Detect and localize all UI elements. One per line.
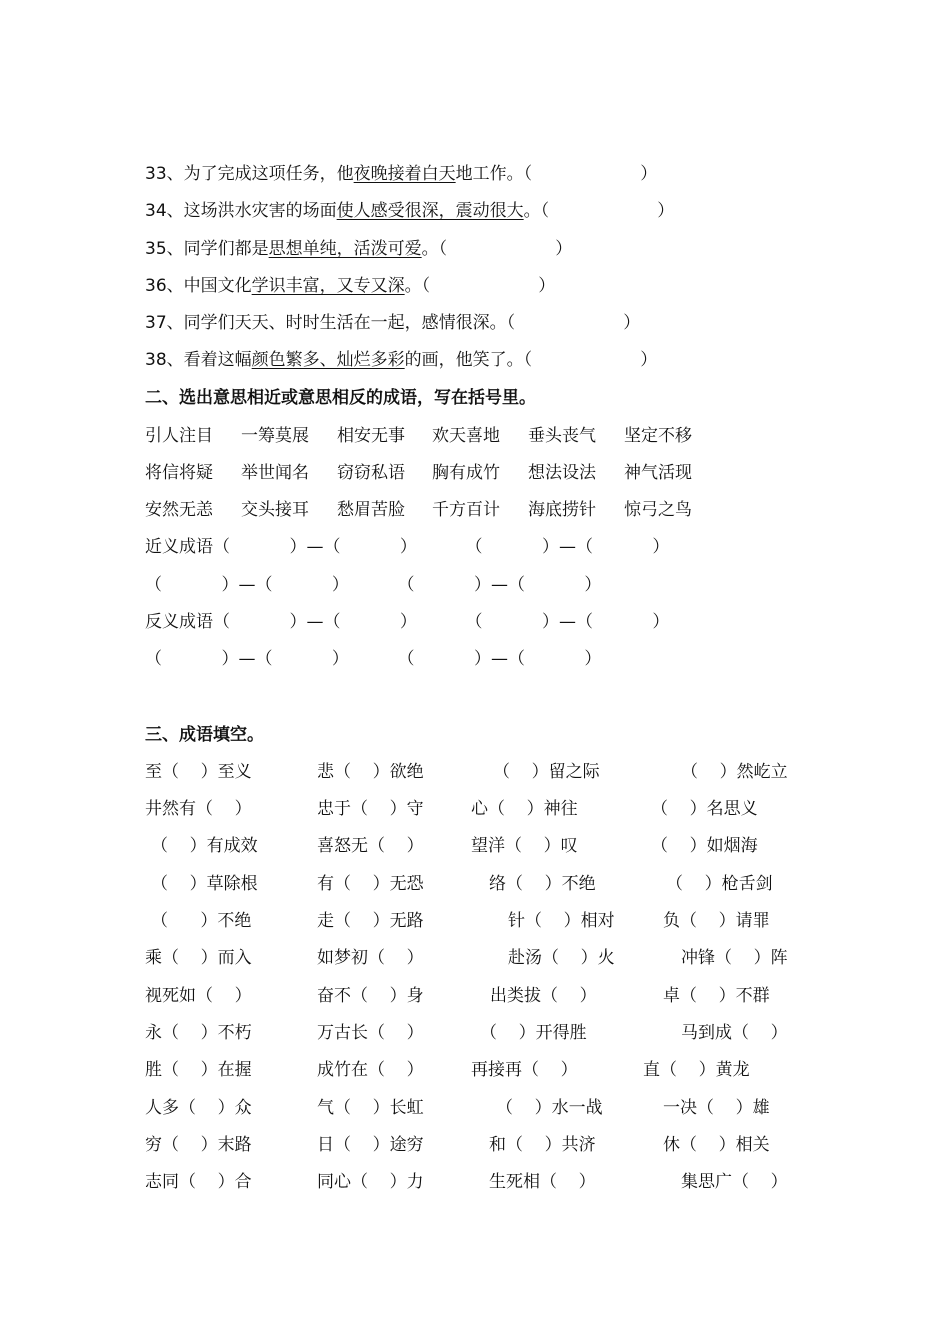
sentence-text: 35、同学们都是 bbox=[145, 239, 269, 259]
idiom-option: 愁眉苦脸 bbox=[337, 500, 405, 520]
idiom-fill-blank[interactable]: 忠于（ ）守 bbox=[317, 799, 424, 819]
idiom-fill-blank[interactable]: 喜怒无（ ） bbox=[317, 836, 424, 856]
idiom-option: 安然无恙 bbox=[145, 500, 213, 520]
idiom-fill-blank[interactable]: 有（ ）无恐 bbox=[317, 874, 424, 894]
idiom-fill-blank[interactable]: 志同（ ）合 bbox=[145, 1172, 252, 1192]
idiom-option: 将信将疑 bbox=[145, 463, 213, 483]
idiom-option: 海底捞针 bbox=[528, 500, 596, 520]
idiom-fill-blank[interactable]: 再接再（ ） bbox=[471, 1060, 578, 1080]
idiom-fill-blank[interactable]: 气（ ）长虹 bbox=[317, 1098, 424, 1118]
idiom-option: 神气活现 bbox=[624, 463, 692, 483]
sentence-text: 38、看着这幅 bbox=[145, 350, 252, 370]
idiom-option: 窃窃私语 bbox=[337, 463, 405, 483]
idiom-fill-blank[interactable]: 万古长（ ） bbox=[317, 1023, 424, 1043]
idiom-fill-blank[interactable]: 休（ ）相关 bbox=[663, 1135, 770, 1155]
idiom-fill-blank[interactable]: （ ）然屹立 bbox=[681, 762, 788, 782]
antonym-label: 反义成语 bbox=[145, 612, 213, 632]
sentence-text: 36、中国文化 bbox=[145, 276, 252, 296]
underlined-phrase: 思想单纯，活泼可爱 bbox=[268, 239, 422, 259]
idiom-fill-blank[interactable]: （ ）如烟海 bbox=[651, 836, 758, 856]
idiom-fill-blank[interactable]: 悲（ ）欲绝 bbox=[317, 762, 424, 782]
idiom-fill-blank[interactable]: 直（ ）黄龙 bbox=[643, 1060, 750, 1080]
sentence-text: 34、这场洪水灾害的场面 bbox=[145, 201, 337, 221]
idiom-fill-blank[interactable]: 走（ ）无路 bbox=[317, 911, 424, 931]
idiom-fill-blank[interactable]: 成竹在（ ） bbox=[317, 1060, 424, 1080]
near-synonym-blanks-1: （ ）—（ ） （ ）—（ ） bbox=[213, 537, 670, 557]
idiom-option: 千方百计 bbox=[432, 500, 500, 520]
idiom-fill-blank[interactable]: （ ）水一战 bbox=[496, 1098, 603, 1118]
idiom-option: 相安无事 bbox=[337, 426, 405, 446]
underlined-phrase: 颜色繁多、灿烂多彩 bbox=[251, 350, 405, 370]
idiom-option: 交头接耳 bbox=[241, 500, 309, 520]
idiom-fill-blank[interactable]: 心（ ）神往 bbox=[471, 799, 578, 819]
underlined-phrase: 使人感受很深，震动很大 bbox=[336, 201, 524, 221]
antonym-row-2: （ ）—（ ） （ ）—（ ） bbox=[145, 649, 602, 669]
idiom-fill-blank[interactable]: （ ）名思义 bbox=[651, 799, 758, 819]
idiom-fill-blank[interactable]: 马到成（ ） bbox=[681, 1023, 788, 1043]
idiom-fill-blank[interactable]: （ ）不绝 bbox=[151, 911, 252, 931]
idiom-fill-blank[interactable]: 视死如（ ） bbox=[145, 986, 252, 1006]
sentence-38 bbox=[145, 348, 657, 372]
idiom-option: 胸有成竹 bbox=[432, 463, 500, 483]
idiom-fill-blank[interactable]: 和（ ）共济 bbox=[489, 1135, 596, 1155]
antonym-row-1 bbox=[145, 610, 669, 634]
idiom-fill-blank[interactable]: 穷（ ）末路 bbox=[145, 1135, 252, 1155]
idiom-option: 引人注目 bbox=[145, 426, 213, 446]
idiom-option: 欢天喜地 bbox=[432, 426, 500, 446]
idiom-fill-blank[interactable]: 卓（ ）不群 bbox=[663, 986, 770, 1006]
idiom-fill-blank[interactable]: （ ）开得胜 bbox=[480, 1023, 587, 1043]
idiom-option: 一筹莫展 bbox=[241, 426, 309, 446]
sentence-text: 。（ ） bbox=[404, 276, 556, 296]
sentence-text: 33、为了完成这项任务，他 bbox=[145, 164, 354, 184]
idiom-option: 垂头丧气 bbox=[528, 426, 596, 446]
sentence-33 bbox=[145, 162, 657, 186]
antonym-blanks-1: （ ）—（ ） （ ）—（ ） bbox=[213, 612, 670, 632]
idiom-fill-blank[interactable]: （ ）有成效 bbox=[151, 836, 258, 856]
sentence-34 bbox=[145, 199, 674, 223]
underlined-phrase: 夜晚接着白天 bbox=[353, 164, 456, 184]
idiom-fill-blank[interactable]: 如梦初（ ） bbox=[317, 948, 424, 968]
near-synonym-row-1 bbox=[145, 535, 669, 559]
idiom-fill-blank[interactable]: 冲锋（ ）阵 bbox=[681, 948, 788, 968]
idiom-fill-blank[interactable]: 集思广（ ） bbox=[681, 1172, 788, 1192]
idiom-fill-blank[interactable]: 出类拔（ ） bbox=[490, 986, 597, 1006]
idiom-fill-blank[interactable]: 井然有（ ） bbox=[145, 799, 252, 819]
idiom-fill-blank[interactable]: 针（ ）相对 bbox=[508, 911, 615, 931]
idiom-fill-blank[interactable]: 胜（ ）在握 bbox=[145, 1060, 252, 1080]
idiom-fill-blank[interactable]: 至（ ）至义 bbox=[145, 762, 252, 782]
sentence-37 bbox=[145, 311, 640, 335]
idiom-fill-blank[interactable]: 乘（ ）而入 bbox=[145, 948, 252, 968]
section-2-title: 二、选出意思相近或意思相反的成语，写在括号里。 bbox=[145, 388, 536, 408]
sentence-text: 的画，他笑了。（ ） bbox=[404, 350, 658, 370]
near-synonym-row-2: （ ）—（ ） （ ）—（ ） bbox=[145, 575, 602, 595]
idiom-option: 惊弓之鸟 bbox=[624, 500, 692, 520]
idiom-fill-blank[interactable]: 一决（ ）雄 bbox=[663, 1098, 770, 1118]
idiom-fill-blank[interactable]: 同心（ ）力 bbox=[317, 1172, 424, 1192]
idiom-fill-blank[interactable]: 人多（ ）众 bbox=[145, 1098, 252, 1118]
idiom-fill-blank[interactable]: 奋不（ ）身 bbox=[317, 986, 424, 1006]
sentence-36 bbox=[145, 274, 555, 298]
idiom-fill-blank[interactable]: （ ）留之际 bbox=[493, 762, 600, 782]
sentence-text: 。（ ） bbox=[421, 239, 573, 259]
idiom-fill-blank[interactable]: 络（ ）不绝 bbox=[489, 874, 596, 894]
idiom-fill-blank[interactable]: 赴汤（ ）火 bbox=[508, 948, 615, 968]
section-3-title: 三、成语填空。 bbox=[145, 725, 264, 745]
idiom-option: 举世闻名 bbox=[241, 463, 309, 483]
idiom-fill-blank[interactable]: （ ）枪舌剑 bbox=[666, 874, 773, 894]
underlined-phrase: 学识丰富，又专又深 bbox=[251, 276, 405, 296]
idiom-fill-blank[interactable]: （ ）草除根 bbox=[151, 874, 258, 894]
sentence-text: 。（ ） bbox=[523, 201, 675, 221]
idiom-fill-blank[interactable]: 负（ ）请罪 bbox=[663, 911, 770, 931]
idiom-option: 坚定不移 bbox=[624, 426, 692, 446]
idiom-fill-blank[interactable]: 日（ ）途穷 bbox=[317, 1135, 424, 1155]
near-synonym-label: 近义成语 bbox=[145, 537, 213, 557]
idiom-option: 想法设法 bbox=[528, 463, 596, 483]
sentence-text: 37、同学们天天、时时生活在一起，感情很深。（ ） bbox=[145, 313, 641, 333]
idiom-fill-blank[interactable]: 永（ ）不朽 bbox=[145, 1023, 252, 1043]
sentence-text: 地工作。（ ） bbox=[455, 164, 658, 184]
idiom-fill-blank[interactable]: 望洋（ ）叹 bbox=[471, 836, 578, 856]
idiom-fill-blank[interactable]: 生死相（ ） bbox=[489, 1172, 596, 1192]
sentence-35 bbox=[145, 237, 572, 261]
